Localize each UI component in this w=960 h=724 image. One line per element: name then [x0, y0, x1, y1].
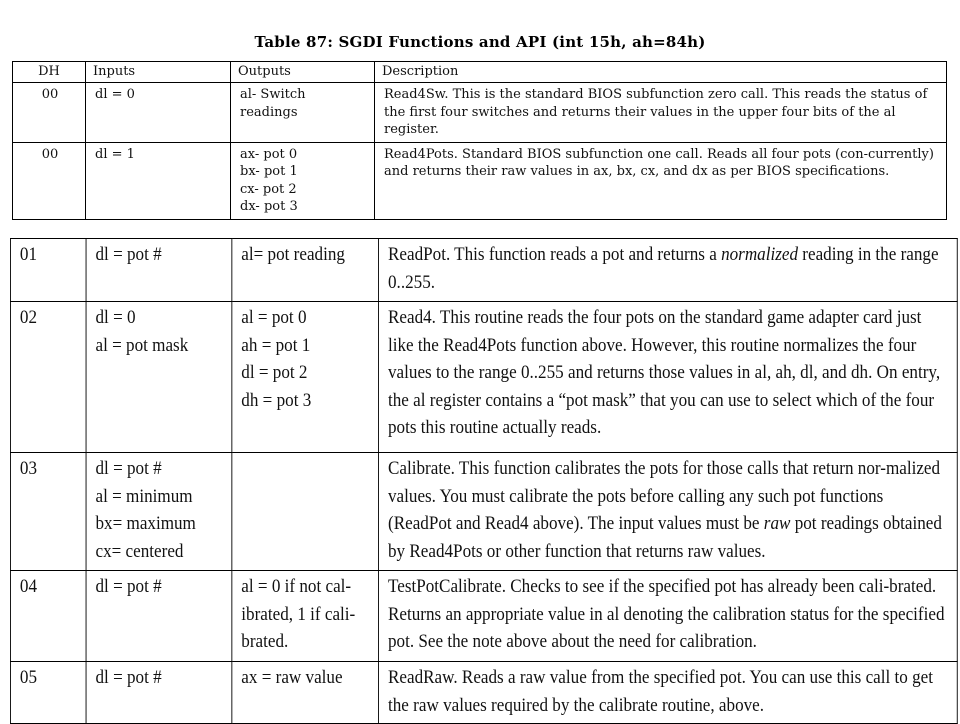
header-dh: DH [13, 62, 86, 83]
cell-description: Read4Pots. Standard BIOS subfunction one call. Reads all four pots (con-currently) and returns their raw values in ax, bx, cx, and dx as per BIOS specifications. [375, 142, 947, 219]
desc-text: reading in the range 0..255. [388, 244, 939, 293]
cell-outputs: al = pot 0 ah = pot 1 dl = pot 2 dh = pot 3 [232, 302, 379, 453]
table-row [10, 453, 957, 571]
desc-text: ReadPot. This function reads a pot and returns a [388, 244, 722, 265]
cell-outputs: ax = raw value [232, 662, 379, 724]
cell-dh: 03 [10, 453, 86, 571]
table-row [10, 302, 957, 453]
desc-text: Read4. This routine reads the four pots on the standard game adapter card just like the Read4Pots function above. However, this routine normalizes the four values to the range 0..255 and returns those values in al, ah, dl, and dh. On entry, the al register contains a “pot mask” that you can use to select which of the four pots this routine actually reads. [388, 307, 941, 438]
cell-dh: 01 [10, 239, 86, 302]
desc-emphasis: normalized [721, 244, 799, 265]
cell-dh: 00 [13, 142, 86, 219]
cell-outputs: al- Switch readings [231, 83, 375, 143]
cell-description: Read4Sw. This is the standard BIOS subfunction zero call. This reads the status of the first four switches and returns their values in the upper four bits of the al register. [375, 83, 947, 143]
desc-text: Calibrate. This function calibrates the pots for those calls that return nor-malized values. You must calibrate the pots before calling any such pot functions (ReadPot and Read4 above). The input values must be [388, 458, 941, 534]
table-title: Table 87: SGDI Functions and API (int 15h, ah=84h) [254, 33, 706, 51]
cell-outputs: al= pot reading [232, 239, 379, 302]
cell-outputs: ax- pot 0 bx- pot 1 cx- pot 2 dx- pot 3 [231, 142, 375, 219]
cell-outputs [232, 453, 379, 571]
cell-inputs: dl = 0 [86, 83, 231, 143]
header-outputs: Outputs [231, 62, 375, 83]
desc-text: pot readings obtained by Read4Pots or other function that returns raw values. [388, 513, 942, 562]
cell-description [379, 453, 958, 571]
table-row [10, 662, 957, 724]
header-inputs: Inputs [86, 62, 231, 83]
bottom-table [10, 238, 958, 724]
table-row [10, 571, 957, 662]
desc-text: ReadRaw. Reads a raw value from the specified pot. You can use this call to get the raw values required by the calibrate routine, above. [388, 667, 934, 716]
cell-inputs: dl = pot # [86, 662, 232, 724]
cell-dh: 02 [10, 302, 86, 453]
cell-inputs: dl = 0 al = pot mask [86, 302, 232, 453]
cell-description [379, 571, 958, 662]
cell-dh: 00 [13, 83, 86, 143]
cell-outputs: al = 0 if not cal- ibrated, 1 if cali- brated. [232, 571, 379, 662]
cell-inputs: dl = pot # al = minimum bx= maximum cx= centered [86, 453, 232, 571]
table-header-row [13, 62, 947, 83]
cell-description [379, 239, 958, 302]
cell-inputs: dl = 1 [86, 142, 231, 219]
top-table [12, 61, 947, 220]
cell-dh: 05 [10, 662, 86, 724]
cell-description [379, 662, 958, 724]
cell-inputs: dl = pot # [86, 239, 232, 302]
table-row [13, 142, 947, 219]
cell-description [379, 302, 958, 453]
cell-inputs: dl = pot # [86, 571, 232, 662]
desc-emphasis: raw [763, 513, 791, 534]
cell-dh: 04 [10, 571, 86, 662]
table-row [13, 83, 947, 143]
header-description: Description [375, 62, 947, 83]
desc-text: TestPotCalibrate. Checks to see if the specified pot has already been cali-brated. Returns an appropriate value in al denoting the calibration status for the specified pot. See the note above about the need for calibration. [388, 576, 945, 652]
table-row [10, 239, 957, 302]
